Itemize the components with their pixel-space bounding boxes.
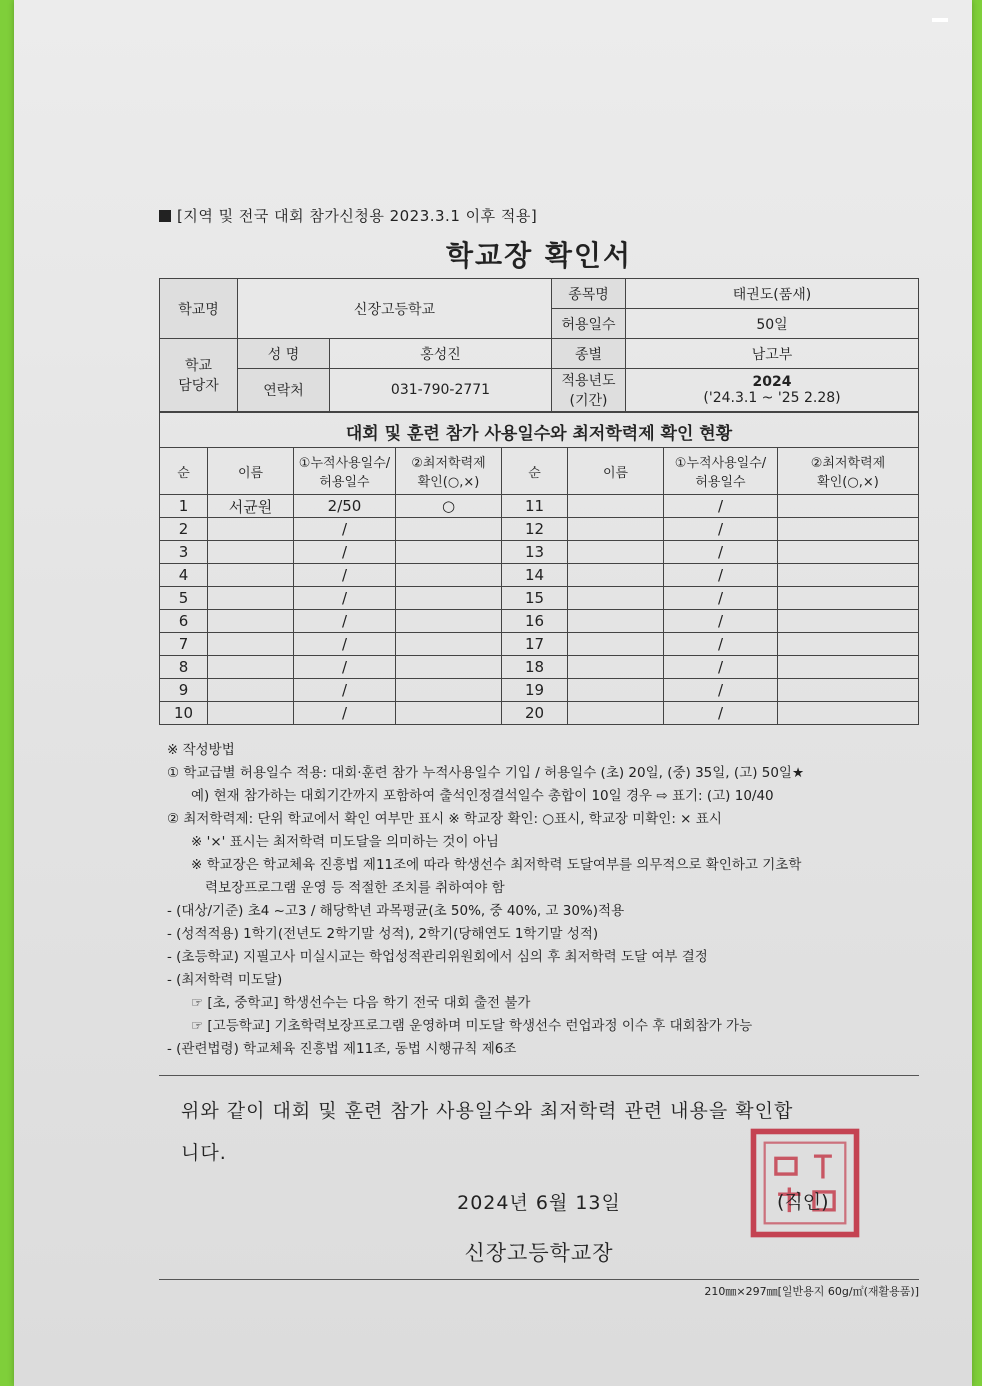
table-cell — [396, 564, 502, 587]
table-cell: / — [294, 610, 396, 633]
divider — [159, 1075, 919, 1076]
table-cell: 15 — [502, 587, 568, 610]
table-row — [160, 679, 919, 702]
table-cell — [208, 610, 294, 633]
table-cell — [778, 610, 919, 633]
corner-mark — [932, 18, 948, 22]
roster-header-row — [160, 448, 919, 495]
table-cell — [568, 679, 664, 702]
table-cell: / — [664, 564, 778, 587]
roster-header-cell: 순 — [160, 448, 208, 495]
table-cell — [568, 541, 664, 564]
table-cell: / — [294, 656, 396, 679]
section-title: 대회 및 훈련 참가 사용일수와 최저학력제 확인 현황 — [159, 412, 919, 447]
note-1b: 예) 현재 참가하는 대회기간까지 포함하여 출석인정결석일수 총합이 10일 경우 ⇨ 표기: (고) 10/40 — [191, 788, 774, 804]
table-cell: 2 — [160, 518, 208, 541]
notes-heading: ※ 작성방법 — [167, 742, 235, 758]
table-cell — [396, 610, 502, 633]
staff-label: 학교 담당자 — [160, 339, 238, 412]
table-cell — [568, 587, 664, 610]
table-cell — [208, 656, 294, 679]
roster-header-cell: 이름 — [568, 448, 664, 495]
period-value: ('24.3.1 ~ '25 2.28) — [703, 390, 841, 406]
detail-below-minimum: - (최저학력 미도달) — [167, 972, 283, 988]
table-cell: 14 — [502, 564, 568, 587]
roster-header-cell: ②최저학력제 확인(○,×) — [778, 448, 919, 495]
table-cell: / — [294, 633, 396, 656]
note-2: ② 최저학력제: 단위 학교에서 확인 여부만 표시 ※ 학교장 확인: ○표시, 학교장 미확인: × 표시 — [167, 811, 722, 827]
roster-header-cell: 이름 — [208, 448, 294, 495]
table-cell — [568, 610, 664, 633]
table-cell — [568, 495, 664, 518]
table-cell — [396, 541, 502, 564]
year-value: 2024 — [752, 374, 792, 390]
table-cell: 18 — [502, 656, 568, 679]
table-cell — [208, 564, 294, 587]
table-cell: 서균원 — [208, 495, 294, 518]
table-cell — [568, 633, 664, 656]
document-paper — [14, 0, 972, 1386]
issue-date: 2024년 6월 13일 — [457, 1192, 621, 1214]
name-value: 홍성진 — [330, 339, 552, 369]
roster-table — [159, 447, 919, 725]
table-cell: 6 — [160, 610, 208, 633]
footer-divider — [159, 1279, 919, 1280]
detail-below-minimum-a: ☞ [초, 중학교] 학생선수는 다음 학기 전국 대회 출전 불가 — [191, 995, 531, 1011]
table-cell: / — [664, 495, 778, 518]
page-title: 학교장 확인서 — [445, 239, 633, 272]
table-row — [160, 495, 919, 518]
table-row — [160, 610, 919, 633]
confirm-line-1: 위와 같이 대회 및 훈련 참가 사용일수와 최저학력 관련 내용을 확인합 — [181, 1100, 794, 1122]
table-cell — [778, 495, 919, 518]
table-cell — [208, 541, 294, 564]
table-cell — [778, 541, 919, 564]
contact-label: 연락처 — [238, 369, 330, 412]
official-seal — [749, 1127, 861, 1239]
table-row — [160, 564, 919, 587]
table-cell — [396, 656, 502, 679]
table-cell: / — [294, 587, 396, 610]
table-cell: 10 — [160, 702, 208, 725]
table-row — [160, 702, 919, 725]
table-cell: 11 — [502, 495, 568, 518]
roster-header-cell: ①누적사용일수/ 허용일수 — [664, 448, 778, 495]
table-cell: / — [664, 587, 778, 610]
allowed-days-value: 50일 — [626, 309, 919, 339]
note-1a: ① 학교급별 허용일수 적용: 대회·훈련 참가 누적사용일수 기입 / 허용일수 (초) 20일, (중) 35일, (고) 50일★ — [167, 765, 805, 781]
table-cell: 5 — [160, 587, 208, 610]
roster-header-cell: ②최저학력제 확인(○,×) — [396, 448, 502, 495]
seal-label: (직인) — [777, 1191, 829, 1213]
table-cell: 13 — [502, 541, 568, 564]
table-cell — [396, 702, 502, 725]
table-cell: 8 — [160, 656, 208, 679]
table-row — [160, 656, 919, 679]
year-cell — [626, 369, 919, 412]
year-label: 적용년도 (기간) — [552, 369, 626, 412]
header-tag — [159, 205, 919, 226]
roster-body — [160, 495, 919, 725]
table-cell: / — [294, 541, 396, 564]
table-cell: 1 — [160, 495, 208, 518]
sport-value: 태권도(품새) — [626, 279, 919, 309]
table-cell — [778, 518, 919, 541]
table-cell: / — [294, 518, 396, 541]
table-row — [160, 518, 919, 541]
table-row — [160, 587, 919, 610]
table-cell: 4 — [160, 564, 208, 587]
table-cell: / — [664, 633, 778, 656]
table-cell — [778, 656, 919, 679]
detail-below-minimum-b: ☞ [고등학교] 기초학력보장프로그램 운영하며 미도달 학생선수 런업과정 이수 후 대회참가 가능 — [191, 1018, 753, 1034]
note-2a: ※ '×' 표시는 최저학력 미도달을 의미하는 것이 아님 — [191, 834, 499, 850]
table-cell — [396, 518, 502, 541]
table-cell: 17 — [502, 633, 568, 656]
table-cell: / — [664, 518, 778, 541]
table-cell — [778, 564, 919, 587]
confirm-line-2: 니다. — [181, 1142, 227, 1164]
paper-spec: 210㎜×297㎜[일반용지 60g/㎡(재활용품)] — [704, 1285, 919, 1298]
detail-target: - (대상/기준) 초4 ~고3 / 해당학년 과목평균(초 50%, 중 40%, 고 30%)적용 — [167, 903, 625, 919]
allowed-days-label: 허용일수 — [552, 309, 626, 339]
table-cell: 12 — [502, 518, 568, 541]
category-label: 종별 — [552, 339, 626, 369]
table-cell — [778, 587, 919, 610]
info-table — [159, 278, 919, 412]
table-cell: 19 — [502, 679, 568, 702]
table-cell: 3 — [160, 541, 208, 564]
table-cell: / — [294, 564, 396, 587]
table-cell: 20 — [502, 702, 568, 725]
table-cell — [568, 518, 664, 541]
table-cell — [208, 633, 294, 656]
table-cell: / — [664, 679, 778, 702]
table-cell — [778, 702, 919, 725]
table-cell — [396, 633, 502, 656]
instructions — [159, 739, 919, 1061]
table-cell: / — [664, 541, 778, 564]
table-cell — [396, 679, 502, 702]
table-cell: ○ — [396, 495, 502, 518]
table-cell — [568, 702, 664, 725]
table-cell: / — [664, 656, 778, 679]
roster-header-cell: ①누적사용일수/ 허용일수 — [294, 448, 396, 495]
table-cell — [568, 564, 664, 587]
detail-grades: - (성적적용) 1학기(전년도 2학기말 성적), 2학기(당해연도 1학기말 성적) — [167, 926, 599, 942]
table-cell — [208, 679, 294, 702]
table-cell: / — [294, 702, 396, 725]
sport-label: 종목명 — [552, 279, 626, 309]
seal-stamp-icon — [749, 1127, 861, 1239]
table-cell: 2/50 — [294, 495, 396, 518]
detail-law: - (관련법령) 학교체육 진흥법 제11조, 동법 시행규칙 제6조 — [167, 1041, 517, 1057]
table-cell — [208, 518, 294, 541]
school-name: 신장고등학교 — [238, 279, 552, 339]
table-cell — [778, 679, 919, 702]
contact-value: 031-790-2771 — [330, 369, 552, 412]
note-2b: ※ 학교장은 학교체육 진흥법 제11조에 따라 학생선수 최저학력 도달여부를 의무적으로 확인하고 기초학 — [191, 857, 802, 873]
document-body — [159, 205, 919, 1299]
table-cell — [568, 656, 664, 679]
detail-elementary: - (초등학교) 지필고사 미실시교는 학업성적관리위원회에서 심의 후 최저학력 도달 여부 결정 — [167, 949, 708, 965]
name-label: 성 명 — [238, 339, 330, 369]
table-cell: 16 — [502, 610, 568, 633]
table-cell — [778, 633, 919, 656]
roster-header-cell: 순 — [502, 448, 568, 495]
header-tag-text: [지역 및 전국 대회 참가신청용 2023.3.1 이후 적용] — [177, 207, 538, 225]
table-cell: / — [664, 702, 778, 725]
note-2c: 력보장프로그램 운영 등 적절한 조치를 취하여야 함 — [205, 880, 505, 896]
table-cell: 9 — [160, 679, 208, 702]
table-row — [160, 541, 919, 564]
table-cell — [396, 587, 502, 610]
table-row — [160, 633, 919, 656]
square-bullet-icon — [159, 210, 171, 222]
school-label: 학교명 — [160, 279, 238, 339]
table-cell — [208, 702, 294, 725]
table-cell: 7 — [160, 633, 208, 656]
table-cell: / — [294, 679, 396, 702]
table-cell: / — [664, 610, 778, 633]
signer-title: 신장고등학교장 — [464, 1241, 614, 1265]
category-value: 남고부 — [626, 339, 919, 369]
table-cell — [208, 587, 294, 610]
